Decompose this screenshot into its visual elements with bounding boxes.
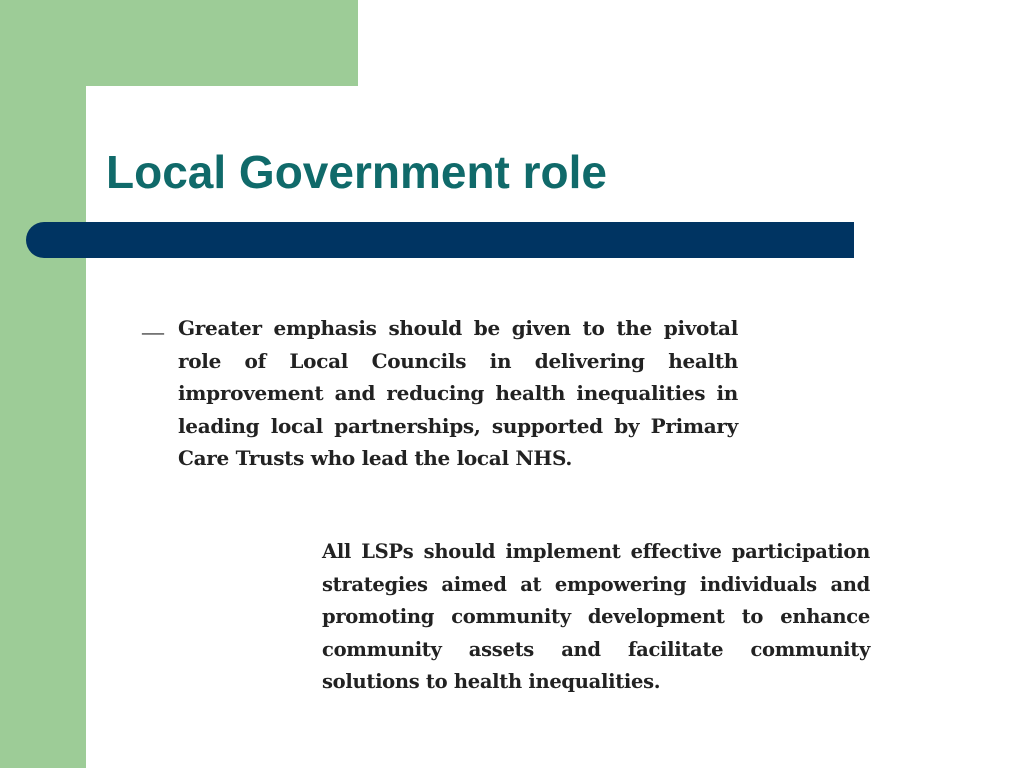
decorative-green-top-band <box>0 0 358 86</box>
quote-paragraph-1: Greater emphasis should be given to the pivotal role of Local Councils in delivering health improvement and reducing health inequalities in leading local partnerships, supported by Primary Care Trusts who lead the local NHS. <box>178 316 738 470</box>
slide-title: Local Government role <box>106 146 608 198</box>
bullet-dash-icon: — <box>142 319 164 344</box>
quote-paragraph-2: All LSPs should implement effective participation strategies aimed at empowering individuals and promoting community development to enhance community assets and facilitate community solutions to health inequalities. <box>322 540 870 693</box>
decorative-rounded-corner <box>86 86 146 146</box>
decorative-green-left-band <box>0 0 86 768</box>
title-underline-bar <box>26 222 854 258</box>
